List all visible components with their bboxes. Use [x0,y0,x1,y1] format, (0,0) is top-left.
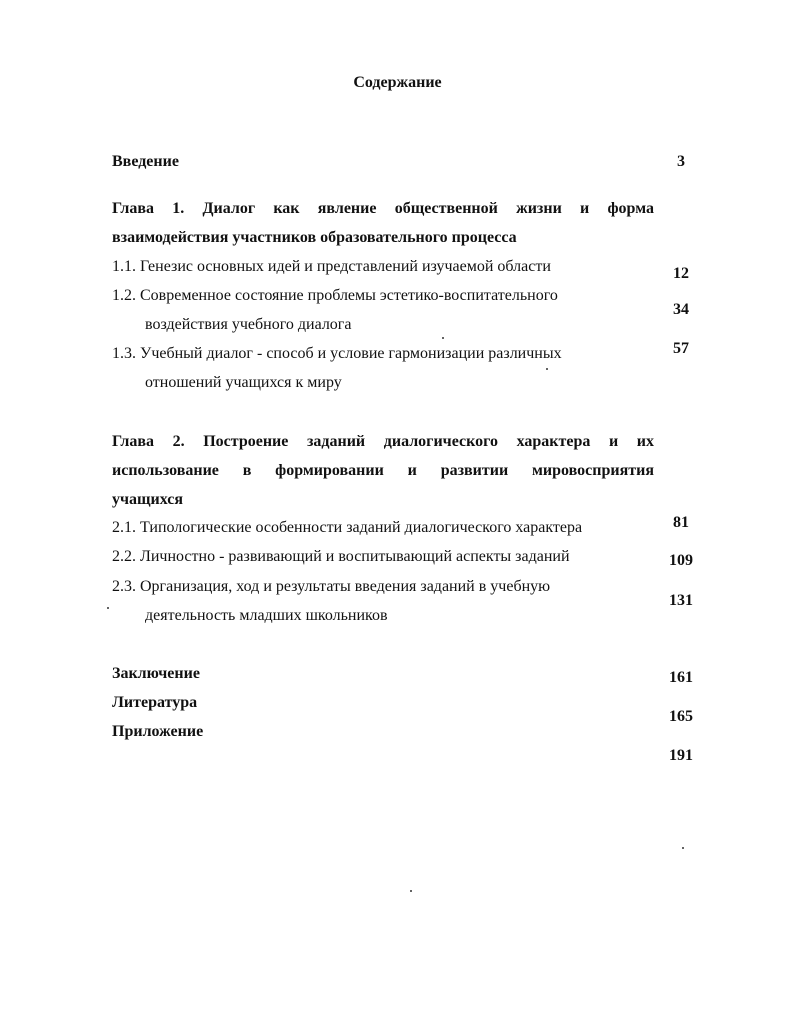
toc-item-1-1-page: 12 [673,265,689,282]
toc-literature-label: Литература [112,694,198,711]
toc-intro-page: 3 [677,153,685,170]
chapter1-heading-line2: взаимодействия участников образовательного процесса [112,229,517,246]
scan-speck [682,847,684,849]
scan-speck [442,337,444,339]
chapter1-heading-line1: Глава 1. Диалог как явление общественной жизни и форма [112,200,654,217]
toc-item-1-3-page: 57 [673,340,689,357]
chapter2-heading-line2: использование в формировании и развитии мировосприятия [112,462,654,479]
toc-appendix-label: Приложение [112,723,204,740]
toc-item-2-2-page: 109 [669,552,693,569]
toc-item-1-3: 1.3. Учебный диалог - способ и условие гармонизации различных [112,345,562,362]
toc-appendix-page: 191 [669,747,693,764]
chapter2-heading-line3: учащихся [112,491,184,508]
toc-intro-label: Введение [112,153,179,170]
toc-item-1-1: 1.1. Генезис основных идей и представлений изучаемой области [112,258,551,275]
toc-item-1-2: 1.2. Современное состояние проблемы эстетико-воспитательного [112,287,558,304]
toc-item-1-2-page: 34 [673,301,689,318]
scan-speck [410,890,412,892]
toc-conclusion-page: 161 [669,669,693,686]
toc-item-2-1: 2.1. Типологические особенности заданий диалогического характера [112,519,583,536]
toc-item-1-3-cont: отношений учащихся к миру [145,374,342,391]
scan-speck [107,607,109,609]
toc-literature-page: 165 [669,708,693,725]
chapter2-heading-line1: Глава 2. Построение заданий диалогического характера и их [112,433,654,450]
toc-item-2-3: 2.3. Организация, ход и результаты введения заданий в учебную [112,578,551,595]
toc-item-1-2-cont: воздействия учебного диалога [145,316,352,333]
toc-item-2-1-page: 81 [673,514,689,531]
toc-item-2-3-cont: деятельность младших школьников [145,607,388,624]
toc-item-2-3-page: 131 [669,592,693,609]
toc-item-2-2: 2.2. Личностно - развивающий и воспитывающий аспекты заданий [112,548,570,565]
toc-conclusion-label: Заключение [112,665,200,682]
page-title: Содержание [353,74,442,91]
scan-speck [546,368,548,370]
